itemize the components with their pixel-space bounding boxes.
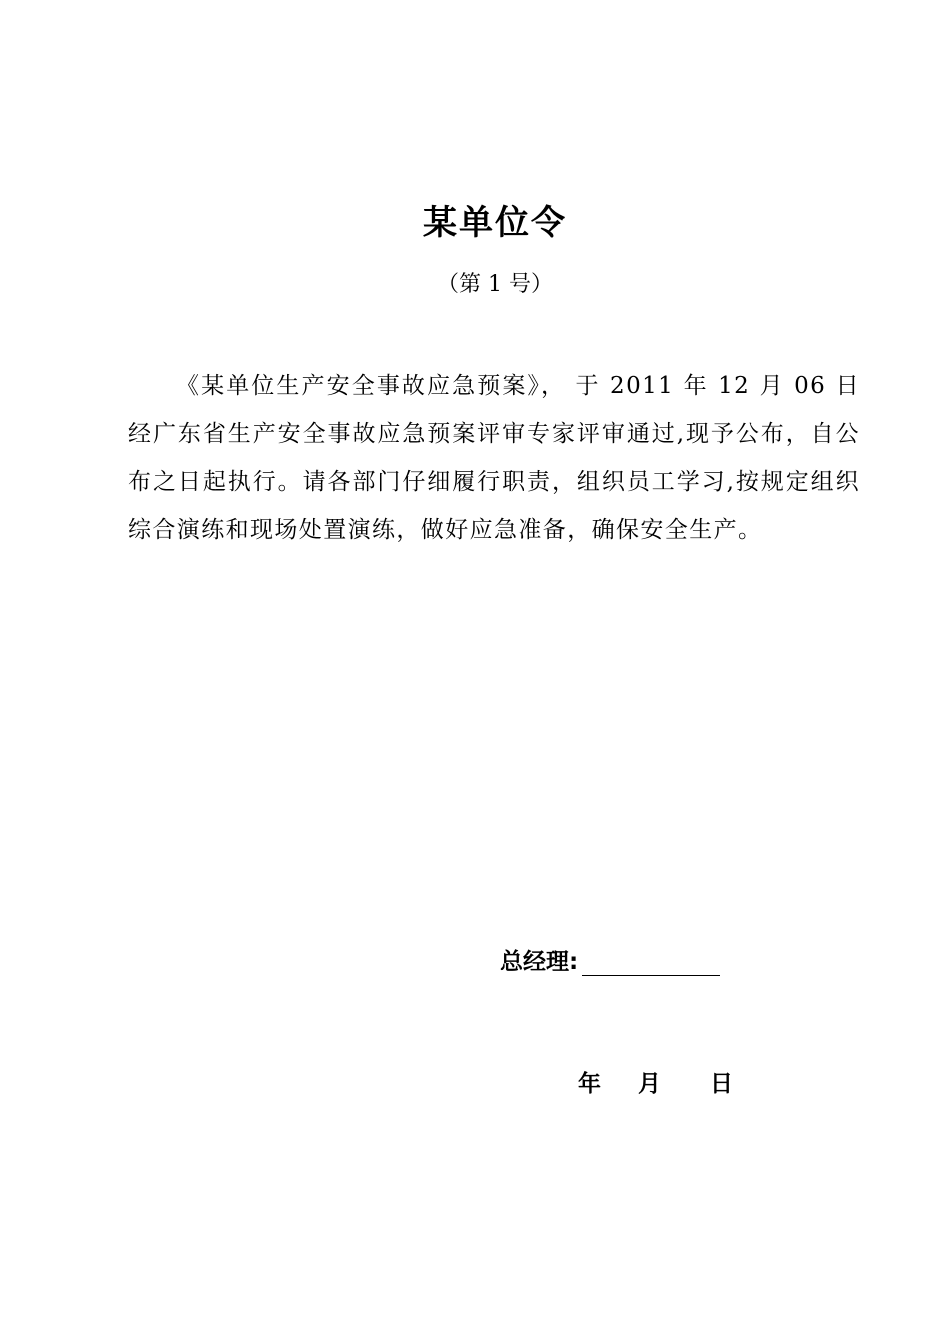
date-day: 日	[710, 1071, 734, 1097]
signature-block	[500, 938, 720, 982]
signature-line	[582, 945, 720, 976]
date-block	[578, 1064, 734, 1104]
date-year: 年	[578, 1071, 601, 1097]
document-number: （第 1 号）	[437, 272, 553, 297]
signature-label: 总经理:	[500, 949, 579, 975]
date-month: 月	[638, 1071, 662, 1097]
document-title: 某单位令	[423, 203, 567, 243]
document-body: 《某单位生产安全事故应急预案》， 于 2011 年 12 月 06 日经广东省生产安全事故应急预案评审专家评审通过,现予公布，自公布之日起执行。请各部门仔细履行职责，组织员工学习,按规定组织综合演练和现场处置演练，做好应急准备，确保安全生产。	[128, 373, 860, 543]
